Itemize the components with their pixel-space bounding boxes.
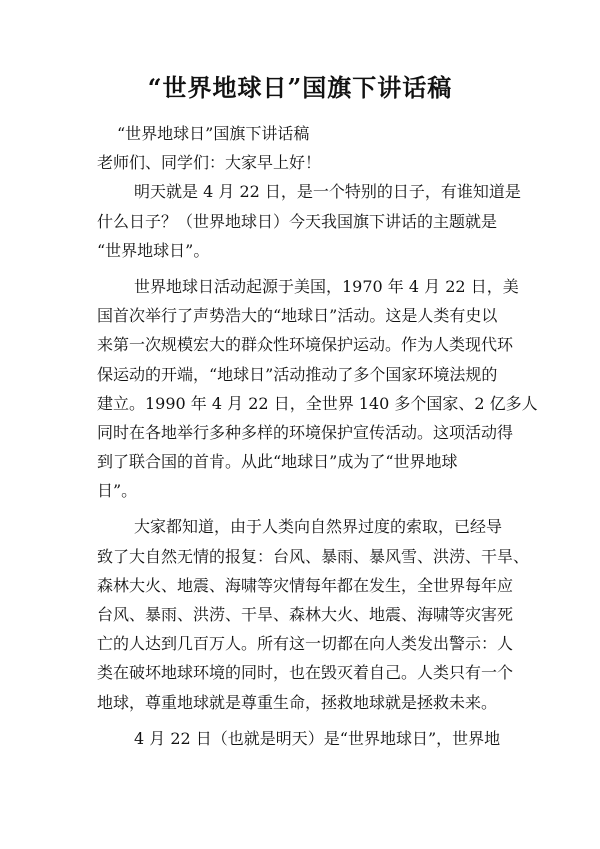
paragraph-3-line: 大家都知道，由于人类向自然界过度的索取，已经导 (134, 517, 503, 537)
paragraph-spacer (97, 717, 515, 724)
paragraph-spacer (97, 265, 515, 272)
paragraph-3-line: 地球，尊重地球就是尊重生命，拯救地球就是拯救未来。 (97, 692, 498, 712)
subtitle-line: “世界地球日”国旗下讲话稿 (117, 124, 310, 143)
paragraph-1-line: 明天就是 4 月 22 日，是一个特别的日子，有谁知道是 (134, 182, 521, 202)
paragraph-3-line: 类在破坏地球环境的同时，也在毁灭着自己。人类只有一个 (97, 663, 514, 683)
document-title: “世界地球日”国旗下讲话稿 (147, 73, 453, 102)
paragraph-4-line: 4 月 22 日（也就是明天）是“世界地球日”，世界地 (134, 728, 501, 748)
greeting-line: 老师们、同学们：大家早上好！ (97, 153, 322, 173)
paragraph-2-line: 来第一次规模宏大的群众性环境保护运动。作为人类现代环 (97, 335, 514, 355)
paragraph-3-line: 亡的人达到几百万人。所有这一切都在向人类发出警示：人 (97, 634, 514, 654)
paragraph-2-line: 世界地球日活动起源于美国，1970 年 4 月 22 日，美 (134, 276, 519, 296)
paragraph-1-line: 什么日子？（世界地球日）今天我国旗下讲话的主题就是 (97, 211, 498, 231)
paragraph-3-line: 台风、暴雨、洪涝、干旱、森林大火、地震、海啸等灾害死 (97, 605, 514, 624)
paragraph-2-line: 保运动的开端，“地球日”活动推动了多个国家环境法规的 (97, 364, 498, 384)
paragraph-3-line: 森林大火、地震、海啸等灾情每年都在发生，全世界每年应 (97, 575, 514, 595)
paragraph-1-line: “世界地球日”。 (97, 240, 210, 260)
paragraph-2-line: 国首次举行了声势浩大的“地球日”活动。这是人类有史以 (97, 306, 498, 326)
paragraph-spacer (97, 505, 515, 512)
paragraph-2-line: 日”。 (97, 481, 138, 501)
paragraph-3-line: 致了大自然无情的报复：台风、暴雨、暴风雪、洪涝、干旱、 (97, 546, 530, 566)
paragraph-2-line: 建立。1990 年 4 月 22 日，全世界 140 多个国家、2 亿多人 (97, 393, 538, 413)
document-body (97, 119, 538, 753)
paragraph-2-line: 到了联合国的首肯。从此“地球日”成为了“世界地球 (97, 452, 458, 472)
paragraph-2-line: 同时在各地举行多种多样的环境保护宣传活动。这项活动得 (97, 422, 514, 442)
